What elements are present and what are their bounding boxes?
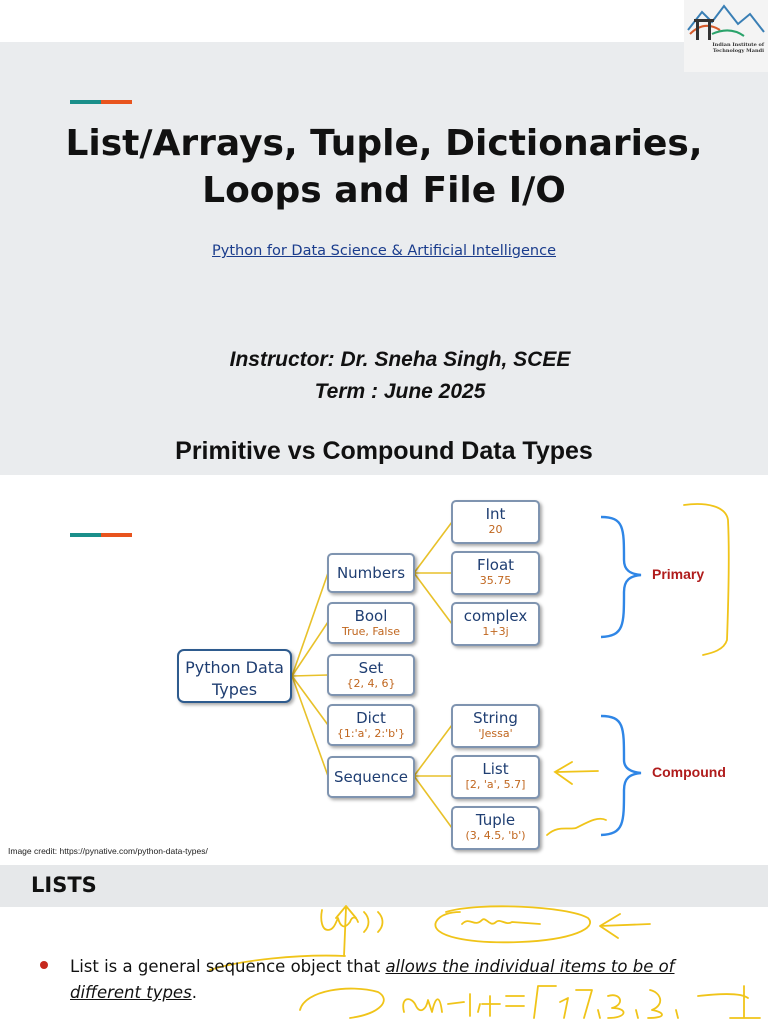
instructor-name: Instructor: Dr. Sneha Singh, SCEE (229, 348, 571, 371)
image-credit: Image credit: https://pynative.com/python-data-types/ (8, 846, 208, 856)
node-tuple: Tuple (3, 4.5, 'b') (451, 806, 540, 850)
slide-title-line2: Loops and File I/O (202, 170, 566, 211)
node-string: String 'Jessa' (451, 704, 540, 748)
node-numbers: Numbers (327, 553, 415, 593)
term-label: Term : June 2025 (314, 380, 486, 403)
institute-logo (684, 0, 768, 72)
lists-title: LISTS (31, 873, 97, 897)
data-types-title: Primitive vs Compound Data Types (175, 437, 593, 465)
primary-label: Primary (652, 566, 705, 582)
course-subtitle-link[interactable]: Python for Data Science & Artificial Intelligence (212, 243, 556, 259)
node-set: Set {2, 4, 6} (327, 654, 415, 696)
node-complex: complex 1+3j (451, 602, 540, 646)
root-label-line1: Python Data (185, 658, 284, 677)
node-bool: Bool True, False (327, 602, 415, 644)
logo-text: Indian Institute of Technology Mandi (712, 42, 764, 54)
slide-title (0, 120, 768, 214)
instructor-block (0, 344, 768, 408)
node-python-data-types (177, 649, 292, 703)
logo-graphic-icon (684, 0, 768, 72)
compound-label: Compound (652, 764, 726, 780)
lists-bullet-text: List is a general sequence object that allows the individual items to be of different types. (70, 957, 675, 1002)
node-dict: Dict {1:'a', 2:'b'} (327, 704, 415, 746)
node-list: List [2, 'a', 5.7] (451, 755, 540, 799)
braces (601, 517, 641, 835)
handwritten-marks (547, 504, 729, 835)
node-float: Float 35.75 (451, 551, 540, 595)
bullet-point-icon (40, 961, 48, 969)
slide-title-line1: List/Arrays, Tuple, Dictionaries, (65, 123, 703, 164)
root-label-line2: Types (211, 680, 258, 699)
node-sequence: Sequence (327, 756, 415, 798)
node-int: Int 20 (451, 500, 540, 544)
accent-bar (70, 100, 132, 104)
